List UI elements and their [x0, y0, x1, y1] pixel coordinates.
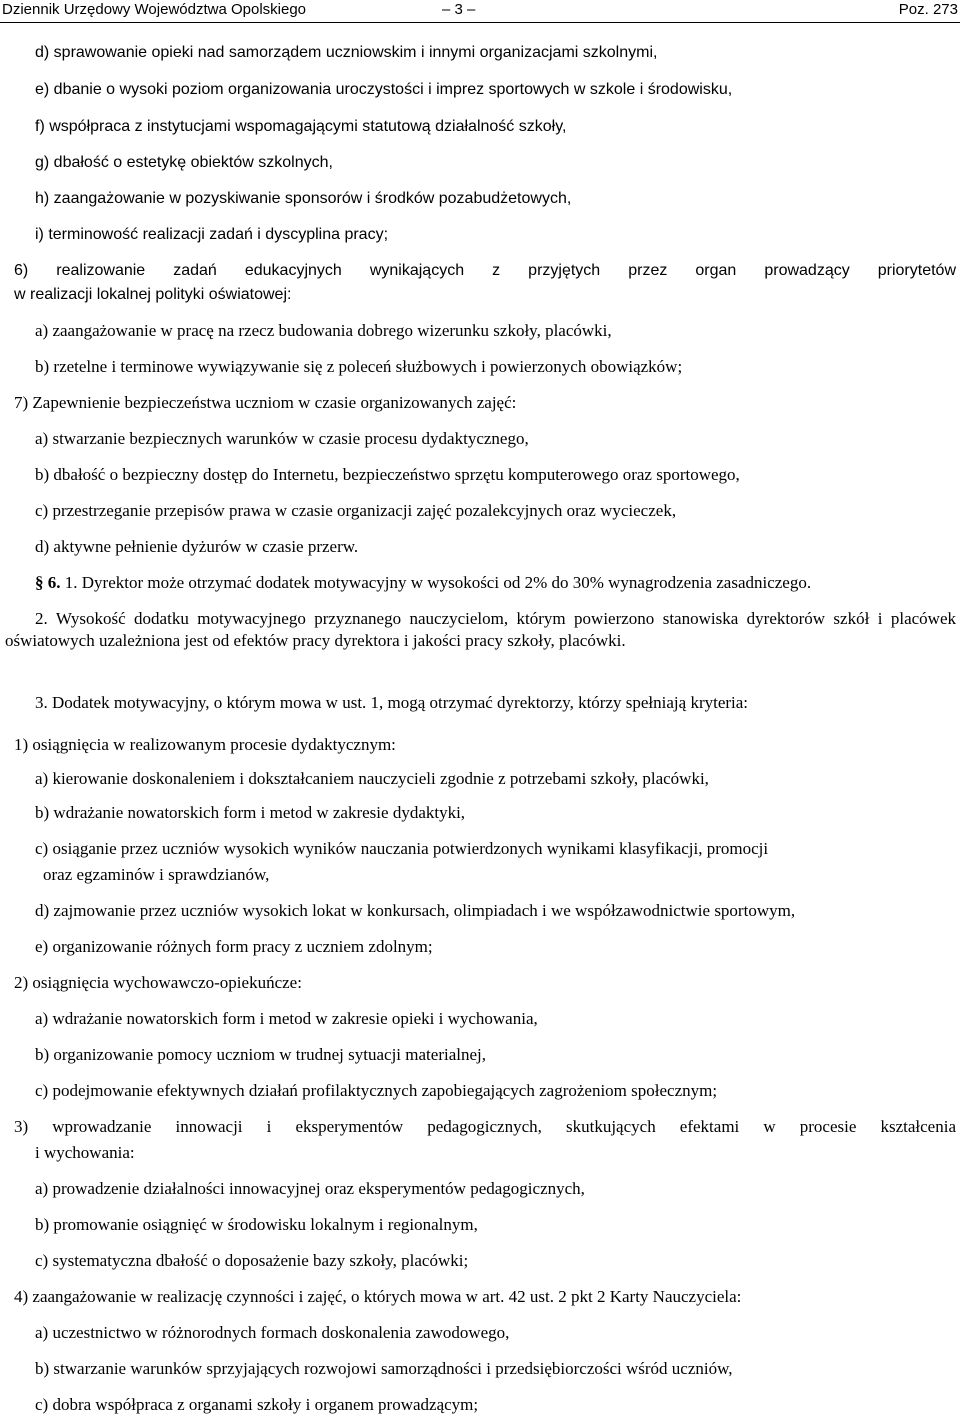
paragraph-line: a) prowadzenie działalności innowacyjnej oraz eksperymentów pedagogicznych,: [35, 1179, 585, 1198]
section-number: § 6.: [35, 573, 61, 592]
paragraph-line: a) stwarzanie bezpiecznych warunków w czasie procesu dydaktycznego,: [35, 429, 529, 448]
paragraph-line: oraz egzaminów i sprawdzianów,: [43, 865, 270, 884]
paragraph-line: h) zaangażowanie w pozyskiwanie sponsorów i środków pozabudżetowych,: [35, 190, 572, 207]
paragraph-line: d) zajmowanie przez uczniów wysokich lokat w konkursach, olimpiadach i we współzawodnictwie sportowym,: [35, 901, 796, 920]
paragraph-line: i wychowania:: [35, 1143, 135, 1162]
page-number: – 3 –: [442, 1, 476, 18]
paragraph-line: 7) Zapewnienie bezpieczeństwa uczniom w czasie organizowanych zajęć:: [14, 393, 517, 412]
section-paragraph: [35, 572, 811, 594]
paragraph-line: c) dobra współpraca z organami szkoły i organem prowadzącym;: [35, 1395, 479, 1414]
paragraph-line: a) uczestnictwo w różnorodnych formach doskonalenia zawodowego,: [35, 1323, 510, 1342]
paragraph-line: 1. Dyrektor może otrzymać dodatek motywacyjny w wysokości od 2% do 30% wynagrodzenia zasadniczego.: [64, 573, 812, 592]
paragraph-line: c) podejmowanie efektywnych działań profilaktycznych zapobiegających zagrożeniom społecznym;: [35, 1081, 718, 1100]
paragraph-line: w realizacji lokalnej polityki oświatowej:: [14, 286, 292, 303]
journal-title: Dziennik Urzędowy Województwa Opolskiego: [2, 1, 307, 18]
paragraph-line: f) współpraca z instytucjami wspomagającymi statutową działalność szkoły,: [35, 118, 567, 135]
paragraph-line: d) aktywne pełnienie dyżurów w czasie przerw.: [35, 537, 359, 556]
paragraph-line: a) wdrażanie nowatorskich form i metod w zakresie opieki i wychowania,: [35, 1009, 538, 1028]
paragraph-line: c) osiąganie przez uczniów wysokich wyników nauczania potwierdzonych wynikami klasyfikacji, promocji: [35, 839, 769, 858]
paragraph-line: i) terminowość realizacji zadań i dyscyplina pracy;: [35, 226, 389, 243]
page-header: [0, 0, 960, 23]
paragraph-line: 3) wprowadzanie innowacji i eksperymentów pedagogicznych, skutkujących efektami w procesie kształcenia: [14, 1117, 956, 1136]
paragraph-line: b) wdrażanie nowatorskich form i metod w zakresie dydaktyki,: [35, 803, 466, 822]
paragraph-line: 2) osiągnięcia wychowawczo-opiekuńcze:: [14, 973, 302, 992]
paragraph-line: c) systematyczna dbałość o doposażenie bazy szkoły, placówki;: [35, 1251, 469, 1270]
paragraph-line: b) stwarzanie warunków sprzyjających rozwojowi samorządności i przedsiębiorczości wśród uczniów,: [35, 1359, 733, 1378]
paragraph-line: b) organizowanie pomocy uczniom w trudnej sytuacji materialnej,: [35, 1045, 486, 1064]
paragraph-line: b) dbałość o bezpieczny dostęp do Internetu, bezpieczeństwo sprzętu komputerowego oraz sportowego,: [35, 465, 740, 484]
paragraph-line: b) promowanie osiągnięć w środowisku lokalnym i regionalnym,: [35, 1215, 478, 1234]
paragraph-line: e) organizowanie różnych form pracy z uczniem zdolnym;: [35, 937, 433, 956]
position-number: Poz. 273: [898, 1, 958, 18]
paragraph-line: d) sprawowanie opieki nad samorządem uczniowskim i innymi organizacjami szkolnymi,: [35, 44, 658, 61]
paragraph-line: a) kierowanie doskonaleniem i dokształcaniem nauczycieli zgodnie z potrzebami szkoły, placówki,: [35, 769, 709, 788]
paragraph-line: c) przestrzeganie przepisów prawa w czasie organizacji zajęć pozalekcyjnych oraz wycieczek,: [35, 501, 677, 520]
paragraph-line: 1) osiągnięcia w realizowanym procesie dydaktycznym:: [14, 735, 396, 754]
paragraph-line: 4) zaangażowanie w realizację czynności i zajęć, o których mowa w art. 42 ust. 2 pkt 2 Karty Nauczyciela:: [14, 1287, 742, 1306]
paragraph-line: g) dbałość o estetykę obiektów szkolnych,: [35, 154, 333, 171]
paragraph-line: 3. Dodatek motywacyjny, o którym mowa w ust. 1, mogą otrzymać dyrektorzy, którzy spełniają kryteria:: [35, 693, 749, 712]
paragraph-line: 6) realizowanie zadań edukacyjnych wynikających z przyjętych przez organ prowadzący priorytetów: [14, 262, 956, 279]
paragraph-line: e) dbanie o wysoki poziom organizowania uroczystości i imprez sportowych w szkole i środowisku,: [35, 81, 733, 98]
paragraph-line: a) zaangażowanie w pracę na rzecz budowania dobrego wizerunku szkoły, placówki,: [35, 321, 612, 340]
paragraph-line: 2. Wysokość dodatku motywacyjnego przyznanego nauczycielom, którym powierzono stanowiska dyrektorów szkół i placówek oświatowych uzależniona jest od efektów pracy dyrektora i jakości pracy szkoły, placówki.: [5, 609, 956, 650]
paragraph-line: b) rzetelne i terminowe wywiązywanie się z poleceń służbowych i powierzonych obowiązków;: [35, 357, 683, 376]
